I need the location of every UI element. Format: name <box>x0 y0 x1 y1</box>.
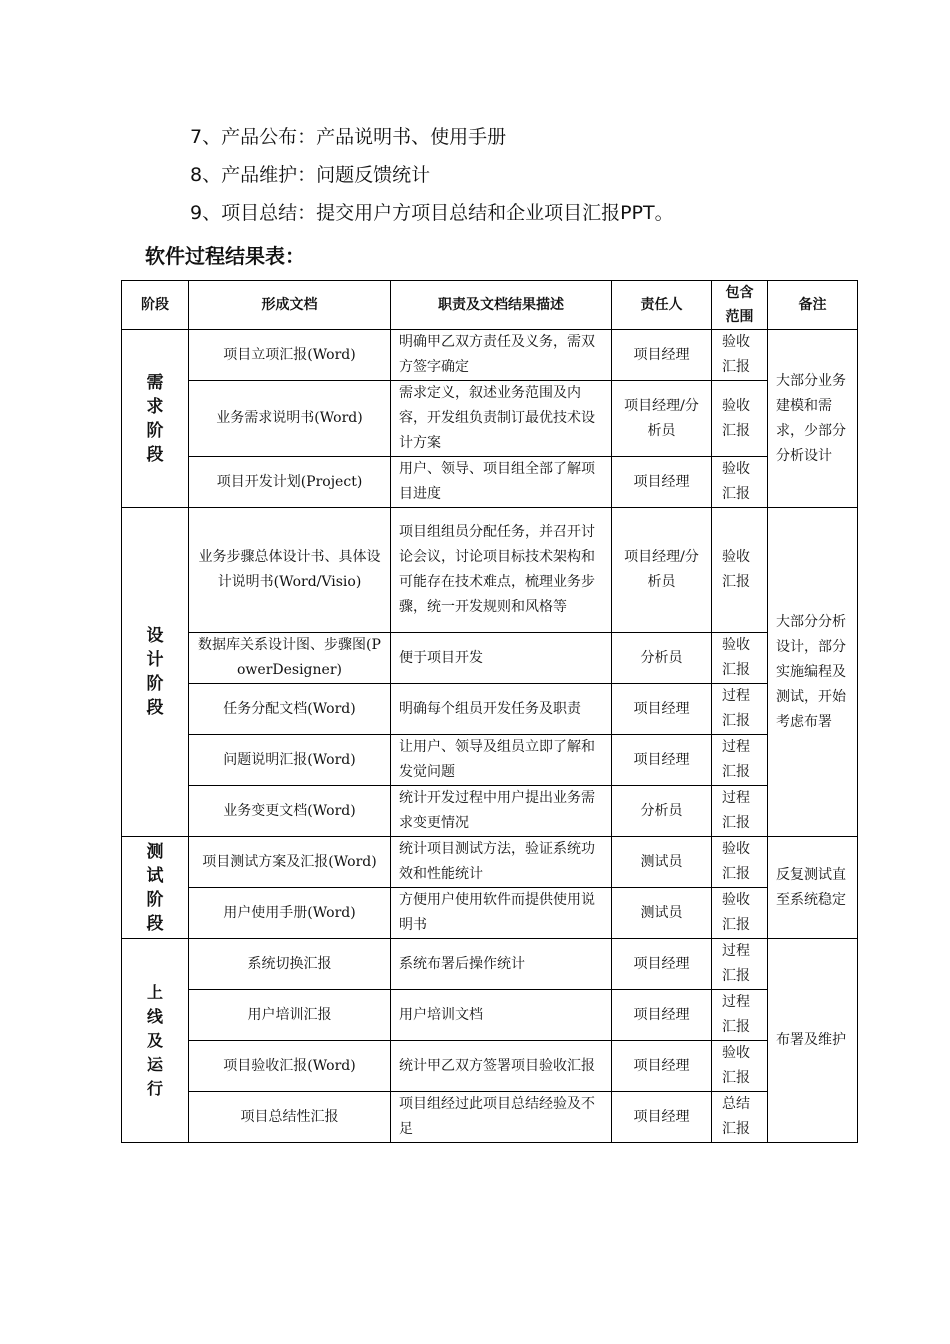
header-doc: 形成文档 <box>189 281 391 330</box>
doc-cell: 业务变更文档(Word) <box>189 786 391 837</box>
table-row <box>122 786 858 837</box>
scope-cell: 总结汇报 <box>712 1092 768 1143</box>
header-scope: 包含范围 <box>712 281 768 330</box>
scope-cell: 验收汇报 <box>712 508 768 633</box>
desc-cell: 项目组经过此项目总结经验及不足 <box>391 1092 612 1143</box>
doc-cell: 用户使用手册(Word) <box>189 888 391 939</box>
owner-cell: 测试员 <box>612 837 712 888</box>
doc-cell: 任务分配文档(Word) <box>189 684 391 735</box>
scope-cell: 验收汇报 <box>712 330 768 381</box>
header-desc: 职责及文档结果描述 <box>391 281 612 330</box>
note-cell: 布署及维护 <box>768 939 858 1143</box>
owner-cell: 项目经理 <box>612 1092 712 1143</box>
doc-cell: 用户培训汇报 <box>189 990 391 1041</box>
scope-cell: 过程汇报 <box>712 939 768 990</box>
table-row <box>122 508 858 633</box>
table-header-row <box>122 281 858 330</box>
numbered-list <box>190 118 674 232</box>
scope-cell: 验收汇报 <box>712 381 768 457</box>
note-cell: 大部分业务建模和需求，少部分分析设计 <box>768 330 858 508</box>
scope-cell: 验收汇报 <box>712 837 768 888</box>
doc-cell: 项目开发计划(Project) <box>189 457 391 508</box>
doc-cell: 问题说明汇报(Word) <box>189 735 391 786</box>
desc-cell: 明确甲乙双方责任及义务，需双方签字确定 <box>391 330 612 381</box>
scope-cell: 过程汇报 <box>712 786 768 837</box>
scope-cell: 验收汇报 <box>712 633 768 684</box>
scope-cell: 验收汇报 <box>712 457 768 508</box>
table-row <box>122 381 858 457</box>
doc-cell: 项目测试方案及汇报(Word) <box>189 837 391 888</box>
desc-cell: 用户、领导、项目组全部了解项目进度 <box>391 457 612 508</box>
table-row <box>122 1041 858 1092</box>
table-row <box>122 888 858 939</box>
owner-cell: 项目经理 <box>612 1041 712 1092</box>
table-row <box>122 990 858 1041</box>
header-stage: 阶段 <box>122 281 189 330</box>
desc-cell: 统计项目测试方法，验证系统功效和性能统计 <box>391 837 612 888</box>
scope-cell: 过程汇报 <box>712 684 768 735</box>
scope-cell: 过程汇报 <box>712 990 768 1041</box>
stage-cell: 上线及运行 <box>122 939 189 1143</box>
note-cell: 大部分分析设计，部分实施编程及测试，开始考虑布署 <box>768 508 858 837</box>
doc-cell: 系统切换汇报 <box>189 939 391 990</box>
desc-cell: 用户培训文档 <box>391 990 612 1041</box>
note-cell: 反复测试直至系统稳定 <box>768 837 858 939</box>
doc-cell: 项目验收汇报(Word) <box>189 1041 391 1092</box>
scope-cell: 验收汇报 <box>712 1041 768 1092</box>
doc-cell: 业务步骤总体设计书、具体设计说明书(Word/Visio) <box>189 508 391 633</box>
stage-cell: 测试阶段 <box>122 837 189 939</box>
owner-cell: 项目经理/分析员 <box>612 508 712 633</box>
owner-cell: 项目经理/分析员 <box>612 381 712 457</box>
stage-cell: 设计阶段 <box>122 508 189 837</box>
list-item: 8、产品维护：问题反馈统计 <box>190 164 431 186</box>
header-note: 备注 <box>768 281 858 330</box>
desc-cell: 统计甲乙双方签署项目验收汇报 <box>391 1041 612 1092</box>
table-row <box>122 330 858 381</box>
owner-cell: 项目经理 <box>612 939 712 990</box>
process-result-table <box>121 280 858 1143</box>
list-item: 9、项目总结：提交用户方项目总结和企业项目汇报PPT。 <box>190 202 674 224</box>
desc-cell: 需求定义，叙述业务范围及内容，开发组负责制订最优技术设计方案 <box>391 381 612 457</box>
owner-cell: 项目经理 <box>612 330 712 381</box>
scope-cell: 验收汇报 <box>712 888 768 939</box>
table-row <box>122 1092 858 1143</box>
desc-cell: 方便用户使用软件而提供使用说明书 <box>391 888 612 939</box>
table-row <box>122 633 858 684</box>
header-owner: 责任人 <box>612 281 712 330</box>
desc-cell: 明确每个组员开发任务及职责 <box>391 684 612 735</box>
table-row <box>122 684 858 735</box>
stage-cell: 需求阶段 <box>122 330 189 508</box>
owner-cell: 分析员 <box>612 786 712 837</box>
doc-cell: 项目总结性汇报 <box>189 1092 391 1143</box>
owner-cell: 项目经理 <box>612 990 712 1041</box>
table-row <box>122 735 858 786</box>
desc-cell: 统计开发过程中用户提出业务需求变更情况 <box>391 786 612 837</box>
desc-cell: 让用户、领导及组员立即了解和发觉问题 <box>391 735 612 786</box>
doc-cell: 数据库关系设计图、步骤图(PowerDesigner) <box>189 633 391 684</box>
desc-cell: 项目组组员分配任务，并召开讨论会议，讨论项目标技术架构和可能存在技术难点，梳理业务步骤，统一开发规则和风格等 <box>391 508 612 633</box>
owner-cell: 测试员 <box>612 888 712 939</box>
desc-cell: 系统布署后操作统计 <box>391 939 612 990</box>
table-row <box>122 939 858 990</box>
owner-cell: 项目经理 <box>612 684 712 735</box>
desc-cell: 便于项目开发 <box>391 633 612 684</box>
doc-cell: 项目立项汇报(Word) <box>189 330 391 381</box>
owner-cell: 项目经理 <box>612 457 712 508</box>
section-heading: 软件过程结果表： <box>145 244 305 268</box>
owner-cell: 项目经理 <box>612 735 712 786</box>
owner-cell: 分析员 <box>612 633 712 684</box>
doc-cell: 业务需求说明书(Word) <box>189 381 391 457</box>
scope-cell: 过程汇报 <box>712 735 768 786</box>
table-row <box>122 457 858 508</box>
list-item: 7、产品公布：产品说明书、使用手册 <box>190 126 507 148</box>
table-row <box>122 837 858 888</box>
